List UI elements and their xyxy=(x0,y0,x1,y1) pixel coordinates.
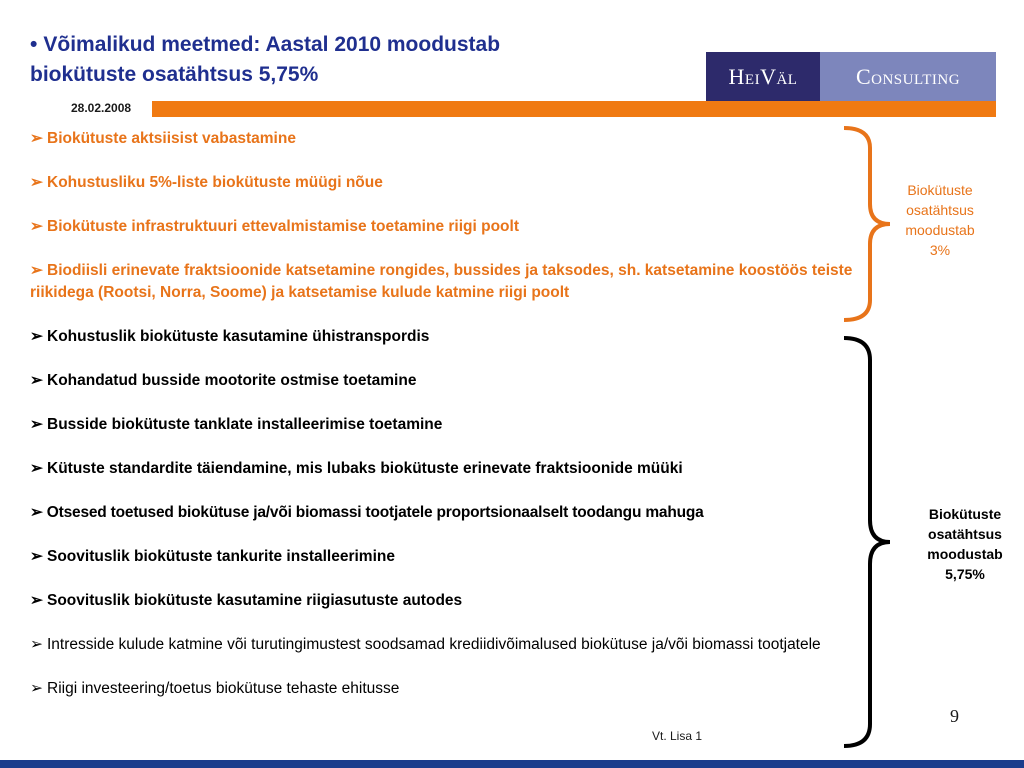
logo-heival: HeiVäl xyxy=(706,52,820,101)
title-bullet: • xyxy=(30,33,38,56)
spacer xyxy=(30,150,860,172)
list-item: ➢ Intresside kulude katmine või turutingimustest soodsamad krediidivõimalused biokütuse ja/või biomassi tootjatele xyxy=(30,636,821,653)
title-line-2: biokütuste osatähtsus 5,75% xyxy=(30,63,319,86)
arrow-bullet-icon: ➢ xyxy=(30,174,43,191)
side-label-5-75-percent: Biokütuste osatähtsus moodustab 5,75% xyxy=(927,506,1003,582)
arrow-bullet-icon: ➢ xyxy=(30,328,43,345)
list-item: ➢ Biodiisli erinevate fraktsioonide katsetamine rongides, bussides ja taksodes, sh. katsetamine koostöös teiste riikidega (Rootsi, Norra, Soome) ja katsetamise kulude katmine riigi poolt xyxy=(30,262,853,301)
list-item: ➢ Kütuste standardite täiendamine, mis lubaks biokütuste erinevate fraktsioonide müüki xyxy=(30,460,683,477)
arrow-bullet-icon: ➢ xyxy=(30,680,43,697)
spacer xyxy=(30,480,860,502)
arrow-bullet-icon: ➢ xyxy=(30,636,43,653)
list-item: ➢ Soovituslik biokütuste kasutamine riigiasutuste autodes xyxy=(30,592,463,609)
date-bar xyxy=(0,101,996,117)
arrow-bullet-icon: ➢ xyxy=(30,592,43,609)
spacer xyxy=(30,656,860,678)
arrow-bullet-icon: ➢ xyxy=(30,262,43,279)
orange-brace xyxy=(840,124,900,324)
spacer xyxy=(30,524,860,546)
slide-date: 28.02.2008 xyxy=(71,101,132,115)
spacer xyxy=(30,392,860,414)
measures-list xyxy=(30,128,860,700)
arrow-bullet-icon: ➢ xyxy=(30,416,43,433)
spacer xyxy=(30,238,860,260)
list-item: ➢ Biokütuste infrastruktuuri ettevalmistamise toetamine riigi poolt xyxy=(30,218,519,235)
list-item: ➢ Soovituslik biokütuste tankurite installeerimine xyxy=(30,548,395,565)
footnote: Vt. Lisa 1 xyxy=(652,729,703,743)
arrow-bullet-icon: ➢ xyxy=(30,548,43,565)
arrow-bullet-icon: ➢ xyxy=(30,372,43,389)
arrow-bullet-icon: ➢ xyxy=(30,460,43,477)
list-item: ➢ Riigi investeering/toetus biokütuse tehaste ehitusse xyxy=(30,680,400,697)
list-item: ➢ Kohandatud busside mootorite ostmise toetamine xyxy=(30,372,417,389)
page-number: 9 xyxy=(950,706,959,726)
list-item: ➢ Kohustusliku 5%-liste biokütuste müügi nõue xyxy=(30,174,383,191)
side-label-3-percent: Biokütuste osatähtsus moodustab 3% xyxy=(905,182,975,258)
list-item: ➢ Biokütuste aktsiisist vabastamine xyxy=(30,130,296,147)
spacer xyxy=(30,568,860,590)
spacer xyxy=(30,436,860,458)
title-line-1: Võimalikud meetmed: Aastal 2010 moodustab xyxy=(43,33,501,56)
black-brace xyxy=(840,334,900,750)
list-item: ➢ Otsesed toetused biokütuse ja/või biomassi tootjatele proportsionaalselt toodangu mahuga xyxy=(30,504,704,521)
arrow-bullet-icon: ➢ xyxy=(30,504,43,521)
list-item: ➢ Busside biokütuste tanklate installeerimise toetamine xyxy=(30,416,443,433)
spacer xyxy=(30,612,860,634)
logo-consulting: Consulting xyxy=(820,52,996,101)
arrow-bullet-icon: ➢ xyxy=(30,218,43,235)
spacer xyxy=(30,304,860,326)
arrow-bullet-icon: ➢ xyxy=(30,130,43,147)
spacer xyxy=(30,348,860,370)
company-logo xyxy=(706,52,996,101)
spacer xyxy=(30,194,860,216)
list-item: ➢ Kohustuslik biokütuste kasutamine ühistranspordis xyxy=(30,328,430,345)
slide-title xyxy=(30,30,670,90)
bottom-bar xyxy=(0,760,1024,768)
